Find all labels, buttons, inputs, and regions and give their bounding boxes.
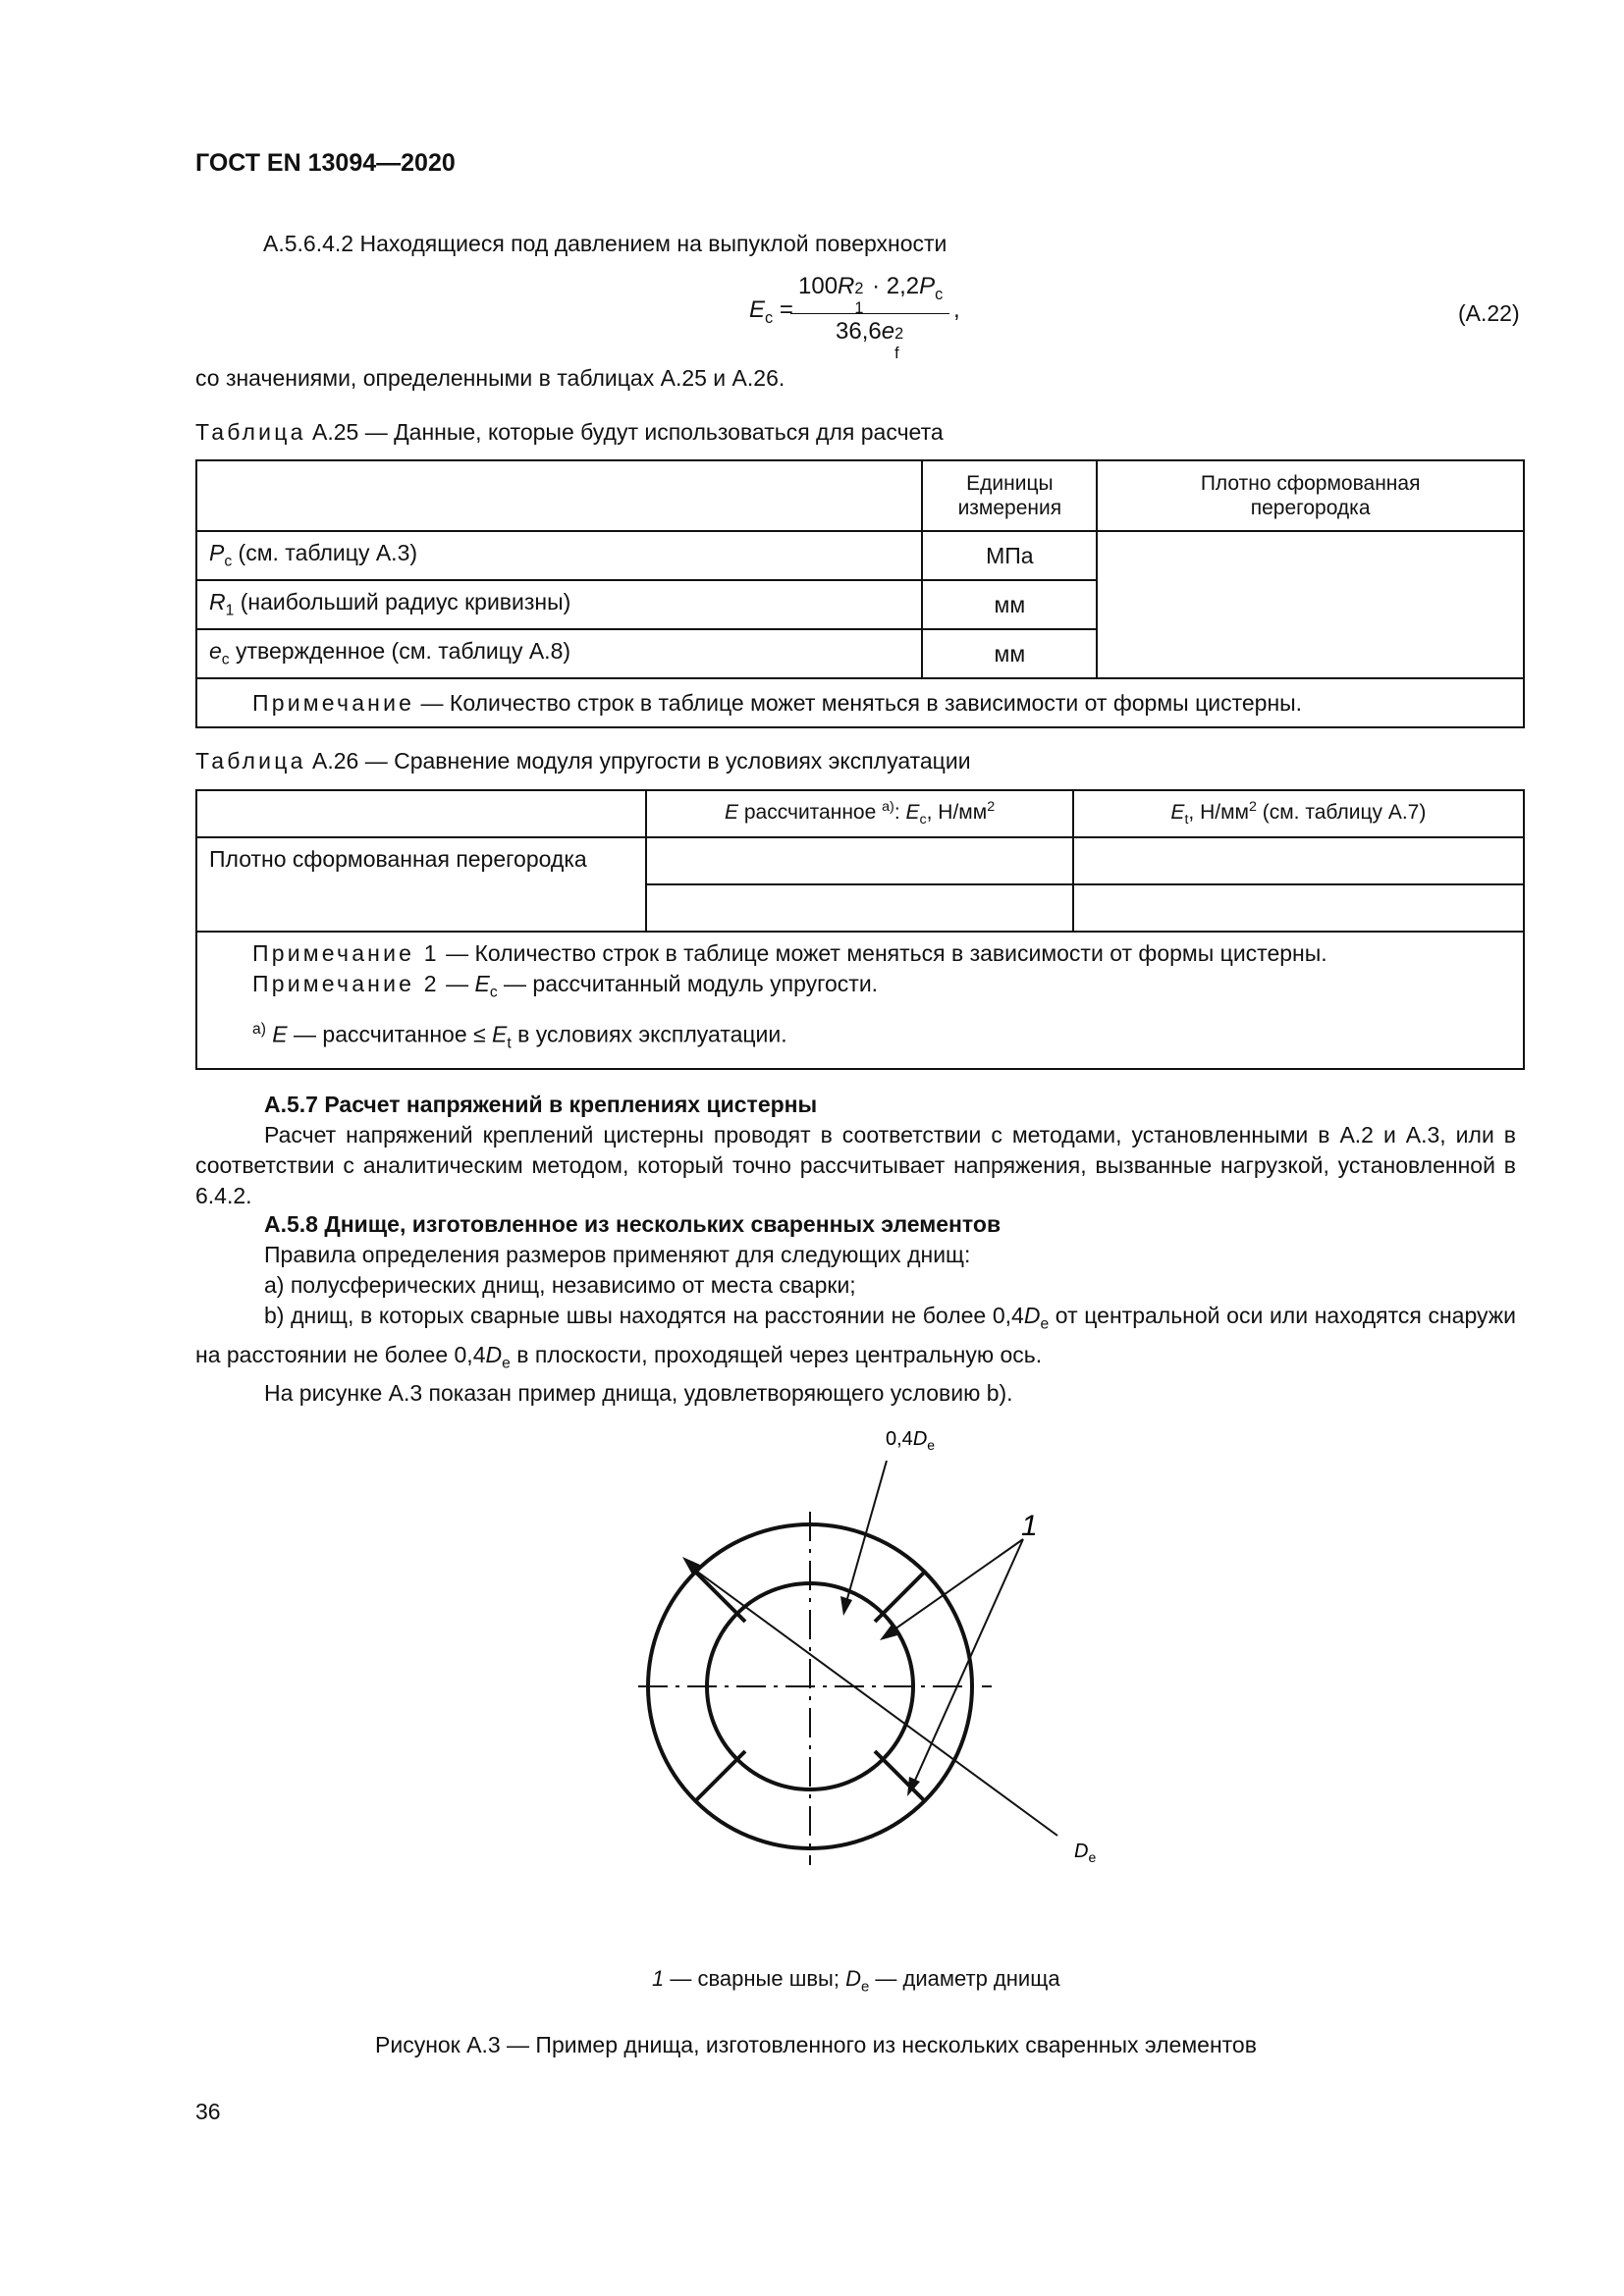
table25-col-partition: Плотно сформованная перегородка xyxy=(1097,460,1524,531)
table26-header-blank xyxy=(196,790,646,837)
arrowhead xyxy=(840,1596,852,1616)
label-04de: $0,4D_e$ xyxy=(886,1428,936,1453)
page-number: 36 xyxy=(195,2099,221,2124)
fraction-bar xyxy=(790,313,949,314)
table25-header-row xyxy=(196,460,1524,531)
table-a25 xyxy=(195,459,1525,728)
a57-heading: А.5.7 Расчет напряжений в креплениях цистерны xyxy=(264,1092,818,1117)
figure-legend: 1 — сварные швы; $D_e$ — диаметр днища xyxy=(652,1966,1060,1996)
formula-comma: , xyxy=(953,296,960,323)
table-row xyxy=(196,531,1524,580)
clause-a5642: А.5.6.4.2 Находящиеся под давлением на выпуклой поверхности xyxy=(263,231,947,256)
table25-row-param: $e_c$ утвержденное (см. таблицу А.8) xyxy=(196,629,922,678)
table26-note-row xyxy=(196,932,1524,1069)
section-a57 xyxy=(195,1090,1516,1211)
table26-cell xyxy=(1073,837,1524,884)
table26-note2: Примечание 2 — $E_c$ — рассчитанный модуль упругости. xyxy=(252,971,879,1001)
after-formula-text: со значениями, определенными в таблицах А.25 и А.26. xyxy=(195,365,785,391)
table25-note-row xyxy=(196,678,1524,727)
table25-note: Примечание — Количество строк в таблице может меняться в зависимости от формы цистерны. xyxy=(196,678,1524,727)
table26-cell xyxy=(646,884,1072,932)
table-a26 xyxy=(195,789,1525,1070)
table26-note1: Примечание 1 — Количество строк в таблице может меняться в зависимости от формы цистерны. xyxy=(252,940,1327,966)
a58-line1: Правила определения размеров применяют для следующих днищ: xyxy=(264,1242,971,1267)
figure-caption: Рисунок А.3 — Пример днища, изготовленного из нескольких сваренных элементов xyxy=(375,2032,1257,2057)
table25-caption: Таблица А.25 — Данные, которые будут использоваться для расчета xyxy=(195,419,944,445)
formula-denominator: 36,6e 2 f xyxy=(836,318,904,362)
weld-seam xyxy=(695,1572,745,1622)
a58-line-last: На рисунке А.3 показан пример днища, удовлетворяющего условию b). xyxy=(264,1380,1013,1407)
table25-col-units: Единицы измерения xyxy=(922,460,1097,531)
table25-row-unit: мм xyxy=(922,629,1097,678)
formula-number: (А.22) xyxy=(1458,300,1520,326)
table26-cell xyxy=(1073,884,1524,932)
table26-notes xyxy=(196,932,1524,1069)
a57-text: Расчет напряжений креплений цистерны проводят в соответствии с методами, установленными в А.2 и А.3, или в соответствии с аналитическим методом, который точно рассчитывает напряжения, вызванные нагрузкой, установленной в 6.4.2. xyxy=(195,1122,1516,1208)
label-de: $D_e$ xyxy=(1074,1841,1097,1865)
formula-a22 xyxy=(741,273,977,362)
table26-header-row xyxy=(196,790,1524,837)
formula-lhs: $E_c$ = xyxy=(749,296,793,327)
table26-row-label: Плотно сформованная перегородка xyxy=(196,837,646,932)
formula-numerator: 100R 2 1 · $2,2P_c$ xyxy=(798,273,944,317)
table25-row-param: $R_1$ (наибольший радиус кривизны) xyxy=(196,580,922,629)
table25-header-blank xyxy=(196,460,922,531)
table25-partition-cell xyxy=(1097,531,1524,678)
table25-row-unit: МПа xyxy=(922,531,1097,580)
table26-cell xyxy=(646,837,1072,884)
a58-item-a: а) полусферических днищ, независимо от места сварки; xyxy=(264,1272,856,1298)
table26-col-et: $E_t$, $Н/мм^2$ (см. таблицу А.7) xyxy=(1073,790,1524,837)
table25-row-unit: мм xyxy=(922,580,1097,629)
a58-item-b: b) днищ, в которых сварные швы находятся на расстоянии не более $0,4D_e$ от центральной оси или находятся снаружи на расстоянии не более $0,4D_e$ в плоскости, проходящей через центральную ось. xyxy=(195,1303,1516,1372)
table26-footnote: $^{а)}$ E — рассчитанное ≤ $E_t$ в условиях эксплуатации. xyxy=(252,1020,787,1051)
table26-caption: Таблица А.26 — Сравнение модуля упругости в условиях эксплуатации xyxy=(195,748,971,774)
weld-seam xyxy=(695,1751,745,1801)
table25-row-param: $P_c$ (см. таблицу А.3) xyxy=(196,531,922,580)
a58-heading: А.5.8 Днище, изготовленное из нескольких сваренных элементов xyxy=(264,1211,1001,1237)
label-1: 1 xyxy=(1021,1510,1038,1542)
table26-col-e-calc: E рассчитанное $^{а)}$: $E_c$, $Н/мм^2$ xyxy=(646,790,1072,837)
figure-a3 xyxy=(589,1394,1139,1904)
document-header: ГОСТ EN 13094—2020 xyxy=(195,149,456,177)
table-row xyxy=(196,837,1524,884)
section-a58 xyxy=(195,1209,1516,1409)
